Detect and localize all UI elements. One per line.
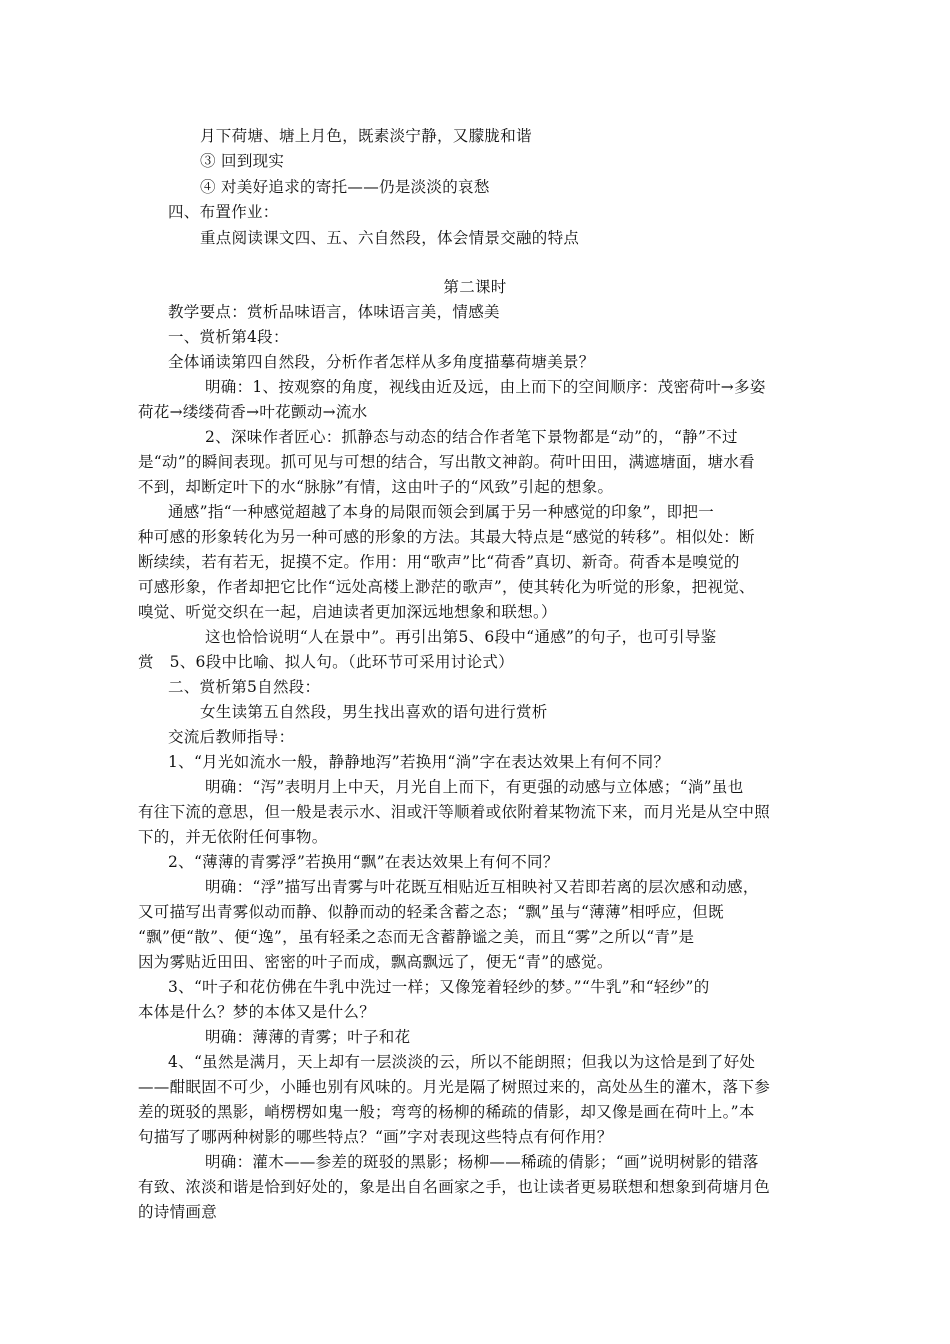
question-line: 2、“薄薄的青雾浮”若换用“飘”在表达效果上有何不同？ — [168, 853, 559, 871]
text-line: 明确：薄薄的青雾；叶子和花 — [205, 1028, 411, 1046]
text-line: 有往下流的意思，但一般是表示水、泪或汗等顺着或依附着某物流下来，而月光是从空中照 — [138, 803, 771, 821]
lesson-title: 第二课时 — [443, 278, 507, 296]
text-line: ④ 对美好追求的寄托——仍是淡淡的哀愁 — [200, 178, 490, 196]
text-line: 明确：“泻”表明月上中天，月光自上而下，有更强的动感与立体感；“淌”虽也 — [205, 778, 744, 796]
text-line: 重点阅读课文四、五、六自然段，体会情景交融的特点 — [200, 229, 580, 247]
section-heading: 二、赏析第5自然段： — [168, 678, 321, 696]
section-heading: 一、赏析第4段： — [168, 328, 289, 346]
text-line: 月下荷塘、塘上月色，既素淡宁静，又朦胧和谐 — [200, 127, 532, 145]
text-line: 可感形象，作者却把它比作“远处高楼上渺茫的歌声”，使其转化为听觉的形象，把视觉、 — [138, 578, 755, 596]
text-line: 通感”指“一种感觉超越了本身的局限而领会到属于另一种感觉的印象”，即把一 — [168, 503, 715, 521]
text-line: 这也恰恰说明“人在景中”。再引出第5、6段中“通感”的句子，也可引导鉴 — [205, 628, 717, 646]
text-line: 种可感的形象转化为另一种可感的形象的方法。其最大特点是“感觉的转移”。相似处：断 — [138, 528, 755, 546]
text-line: 的诗情画意 — [138, 1203, 218, 1221]
text-line: 有致、浓淡和谐是恰到好处的，象是出自名画家之手，也让读者更易联想和想象到荷塘月色 — [138, 1178, 771, 1196]
text-line: 赏 5、6段中比喻、拟人句。（此环节可采用讨论式） — [138, 653, 514, 671]
text-line: 是“动”的瞬间表现。抓可见与可想的结合，写出散文神韵。荷叶田田，满遮塘面，塘水看 — [138, 453, 755, 471]
text-line: 差的斑驳的黑影，峭楞楞如鬼一般；弯弯的杨柳的稀疏的倩影，却又像是画在荷叶上。”本 — [138, 1103, 755, 1121]
text-line: 断续续，若有若无，捉摸不定。作用：用“歌声”比“荷香”真切、新奇。荷香本是嗅觉的 — [138, 553, 740, 571]
text-line: 明确：1、按观察的角度，视线由近及远，由上而下的空间顺序：茂密荷叶→多姿 — [205, 378, 766, 396]
question-line: 4、“虽然是满月，天上却有一层淡淡的云，所以不能朗照；但我以为这恰是到了好处 — [168, 1053, 756, 1071]
text-line: 荷花→缕缕荷香→叶花颤动→流水 — [138, 403, 368, 421]
text-line: 因为雾贴近田田、密密的叶子而成，飘高飘远了，便无“青”的感觉。 — [138, 953, 613, 971]
text-line: 交流后教师指导： — [168, 728, 295, 746]
text-line: 下的，并无依附任何事物。 — [138, 828, 328, 846]
text-line: 句描写了哪两种树影的哪些特点？“画”字对表现这些特点有何作用？ — [138, 1128, 613, 1146]
question-line: 1、“月光如流水一般，静静地泻”若换用“淌”字在表达效果上有何不同？ — [168, 753, 670, 771]
text-line: 2、深味作者匠心：抓静态与动态的结合作者笔下景物都是“动”的，“静”不过 — [205, 428, 738, 446]
text-line: 教学要点：赏析品味语言，体味语言美，情感美 — [168, 303, 500, 321]
text-line: 明确：“浮”描写出青雾与叶花既互相贴近互相映衬又若即若离的层次感和动感， — [205, 878, 759, 896]
text-line: 本体是什么？梦的本体又是什么？ — [138, 1003, 376, 1021]
text-line: 又可描写出青雾似动而静、似静而动的轻柔含蓄之态；“飘”虽与“薄薄”相呼应，但既 — [138, 903, 724, 921]
text-line: 明确：灌木——参差的斑驳的黑影；杨柳——稀疏的倩影；“画”说明树影的错落 — [205, 1153, 759, 1171]
section-heading: 四、布置作业： — [168, 203, 279, 221]
text-line: ——酣眠固不可少，小睡也别有风味的。月光是隔了树照过来的，高处丛生的灌木，落下参 — [138, 1078, 771, 1096]
text-line: 女生读第五自然段，男生找出喜欢的语句进行赏析 — [200, 703, 548, 721]
text-line: 不到，却断定叶下的水“脉脉”有情，这由叶子的“风致”引起的想象。 — [138, 478, 614, 496]
text-line: 全体诵读第四自然段，分析作者怎样从多角度描摹荷塘美景？ — [168, 353, 595, 371]
text-line: “飘”便“散”、便“逸”，虽有轻柔之态而无含蓄静谧之美，而且“雾”之所以“青”是 — [138, 928, 695, 946]
question-line: 3、“叶子和花仿佛在牛乳中洗过一样；又像笼着轻纱的梦。”“牛乳”和“轻纱”的 — [168, 978, 710, 996]
text-line: ③ 回到现实 — [200, 152, 285, 170]
text-line: 嗅觉、听觉交织在一起，启迪读者更加深远地想象和联想。） — [138, 603, 557, 621]
